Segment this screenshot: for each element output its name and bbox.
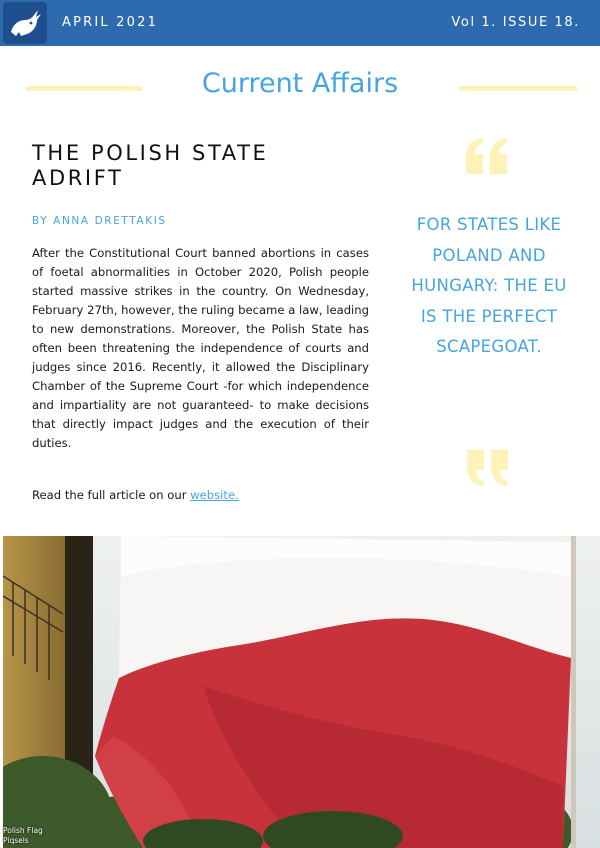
header-bar (0, 0, 600, 46)
article-title: THE POLISH STATE ADRIFT (32, 141, 269, 190)
section-rule-right (459, 86, 577, 91)
caption-title: Polish Flag (3, 826, 43, 835)
issue-date: APRIL 2021 (62, 15, 159, 30)
website-link[interactable]: website. (190, 488, 239, 502)
read-more-text: Read the full article on our (32, 488, 191, 502)
polish-flag-photo (3, 536, 600, 848)
horned-animal-logo-icon (7, 6, 43, 40)
read-more-line (32, 488, 239, 502)
pull-quote: FOR STATES LIKE POLAND AND HUNGARY: THE EU IS THE PERFECT SCAPEGOAT. (411, 215, 567, 356)
publication-logo[interactable] (3, 2, 47, 44)
article-byline: BY ANNA DRETTAKIS (32, 215, 167, 227)
article-body: After the Constitutional Court banned abortions in cases of foetal abnormalities in October 2020, Polish people started massive strikes in the country. On Wednesday, February 27th, however, the ruling became a law, leading to new demonstrations. Moreover, the Polish State has often been threatening the independence of courts and judges since 2016. Recently, it allowed the Disciplinary Chamber of the Supreme Court -for which independence and impartiality are not guaranteed- to make decisions that directly impact judges and the execution of their duties. (32, 246, 369, 450)
close-quote-icon (464, 450, 510, 486)
open-quote-icon (464, 138, 510, 174)
photo-caption (3, 826, 43, 846)
caption-source: Piqsels (3, 836, 29, 845)
flag-illustration (3, 536, 600, 848)
section-title: Current Affairs (201, 68, 399, 99)
section-rule-left (26, 86, 142, 91)
issue-number: Vol 1. ISSUE 18. (451, 15, 580, 30)
